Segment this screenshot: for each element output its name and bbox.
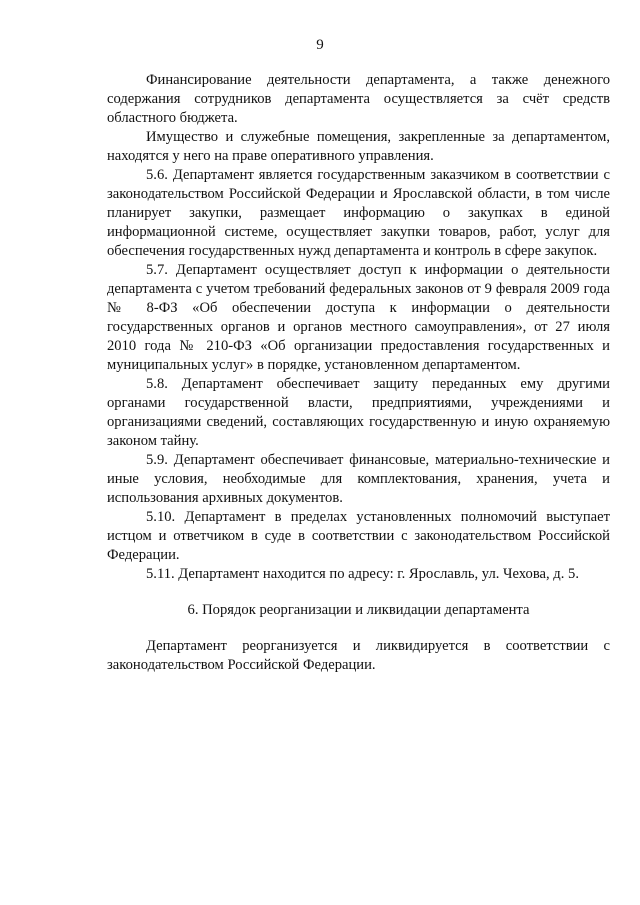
section-heading: 6. Порядок реорганизации и ликвидации департамента <box>187 602 530 618</box>
paragraph-reorganization: Департамент реорганизуется и ликвидируется в соответствии с законодательством Российской Федерации. <box>107 638 610 673</box>
document-body <box>107 71 610 675</box>
paragraph-5-6: 5.6. Департамент является государственным заказчиком в соответствии с законодательством Российской Федерации и Ярославской области, в том числе планирует закупки, размещает информацию о закупках в единой информационной системе, осуществляет закупки товаров, работ, услуг для обеспечения государственных нужд департамента и контроль в сфере закупок. <box>107 167 610 259</box>
paragraph-5-8: 5.8. Департамент обеспечивает защиту переданных ему другими органами государственной власти, предприятиями, учреждениями и организациями сведений, составляющих государственную и иную охраняемую законом тайну. <box>107 376 610 449</box>
paragraph-financing: Финансирование деятельности департамента, а также денежного содержания сотрудников департамента осуществляется за счёт средств областного бюджета. <box>107 72 610 126</box>
paragraph-5-11: 5.11. Департамент находится по адресу: г. Ярославль, ул. Чехова, д. 5. <box>146 566 579 582</box>
paragraph-property: Имущество и служебные помещения, закрепленные за департаментом, находятся у него на праве оперативного управления. <box>107 129 610 164</box>
paragraph-5-9: 5.9. Департамент обеспечивает финансовые, материально-технические и иные условия, необходимые для комплектования, хранения, учета и использования архивных документов. <box>107 452 610 506</box>
paragraph-5-10: 5.10. Департамент в пределах установленных полномочий выступает истцом и ответчиком в суде в соответствии с законодательством Российской Федерации. <box>107 509 610 563</box>
page-number: 9 <box>316 37 324 53</box>
paragraph-5-7: 5.7. Департамент осуществляет доступ к информации о деятельности департамента с учетом требований федеральных законов от 9 февраля 2009 года № 8-ФЗ «Об обеспечении доступа к информации о деятельности государственных органов и органов местного самоуправления», от 27 июля 2010 года № 210-ФЗ «Об организации предоставления государственных и муниципальных услуг» в порядке, установленном департаментом. <box>107 262 610 373</box>
